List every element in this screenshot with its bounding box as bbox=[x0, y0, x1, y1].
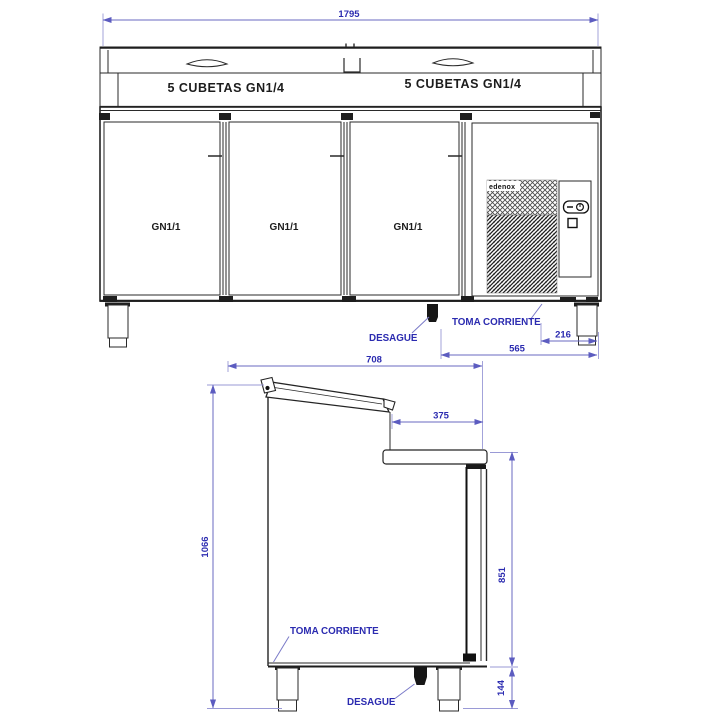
pan-capacity-label-right: 5 CUBETAS GN1/4 bbox=[404, 77, 522, 91]
hinge-plate bbox=[341, 113, 353, 120]
overall-width-value: 1795 bbox=[338, 9, 360, 20]
drain-spout-side bbox=[414, 667, 427, 685]
drain-label-front: DESAGUE bbox=[369, 333, 418, 344]
pan-capacity-label-left: 5 CUBETAS GN1/4 bbox=[167, 81, 285, 95]
leg bbox=[108, 305, 128, 338]
door-label-3: GN1/1 bbox=[393, 222, 423, 233]
drain-label-side: DESAGUE bbox=[347, 697, 396, 708]
leg-foot bbox=[440, 700, 459, 711]
leg-foot bbox=[110, 338, 127, 347]
hinge-plate bbox=[219, 113, 231, 120]
leg-foot bbox=[279, 700, 297, 711]
leg bbox=[438, 668, 460, 700]
switch-button bbox=[568, 219, 577, 228]
leg-height-value: 144 bbox=[496, 680, 507, 696]
lid-depth-value: 375 bbox=[433, 410, 449, 422]
hinge-plate bbox=[460, 113, 472, 120]
drain-spout-front bbox=[427, 304, 438, 322]
power-socket-label-side: TOMA CORRIENTE bbox=[290, 626, 379, 637]
hinge-plate bbox=[590, 112, 600, 118]
condenser-grille bbox=[487, 215, 557, 293]
door-1 bbox=[104, 122, 220, 295]
hinge-plate bbox=[99, 113, 110, 120]
leg bbox=[277, 668, 298, 700]
brand-logo: edenox bbox=[489, 184, 516, 191]
dim-socket-value: 216 bbox=[555, 329, 571, 341]
leg bbox=[577, 305, 597, 336]
lid-side bbox=[261, 378, 395, 413]
front-view bbox=[99, 9, 601, 359]
body-height-value: 851 bbox=[497, 567, 508, 583]
power-socket-label-front: TOMA CORRIENTE bbox=[452, 317, 541, 328]
door-2 bbox=[229, 122, 341, 295]
pan-rail bbox=[100, 73, 601, 107]
door-label-1: GN1/1 bbox=[151, 222, 181, 233]
lid-front bbox=[100, 44, 601, 74]
overall-depth-value: 708 bbox=[366, 354, 382, 366]
door-3 bbox=[350, 122, 459, 295]
door-hinge bbox=[463, 654, 476, 662]
control-panel bbox=[559, 181, 591, 277]
side-view bbox=[200, 355, 518, 712]
dim-drain-value: 565 bbox=[509, 343, 525, 355]
door-label-2: GN1/1 bbox=[269, 222, 299, 233]
dim-overall-height bbox=[200, 385, 282, 709]
overall-height-value: 1066 bbox=[200, 536, 211, 558]
worktop bbox=[383, 450, 487, 464]
front-annotations bbox=[369, 304, 599, 359]
compressor-section bbox=[472, 123, 598, 296]
dim-overall-width bbox=[103, 9, 598, 46]
dim-body-height bbox=[463, 452, 518, 709]
dim-lid-depth bbox=[392, 411, 483, 430]
